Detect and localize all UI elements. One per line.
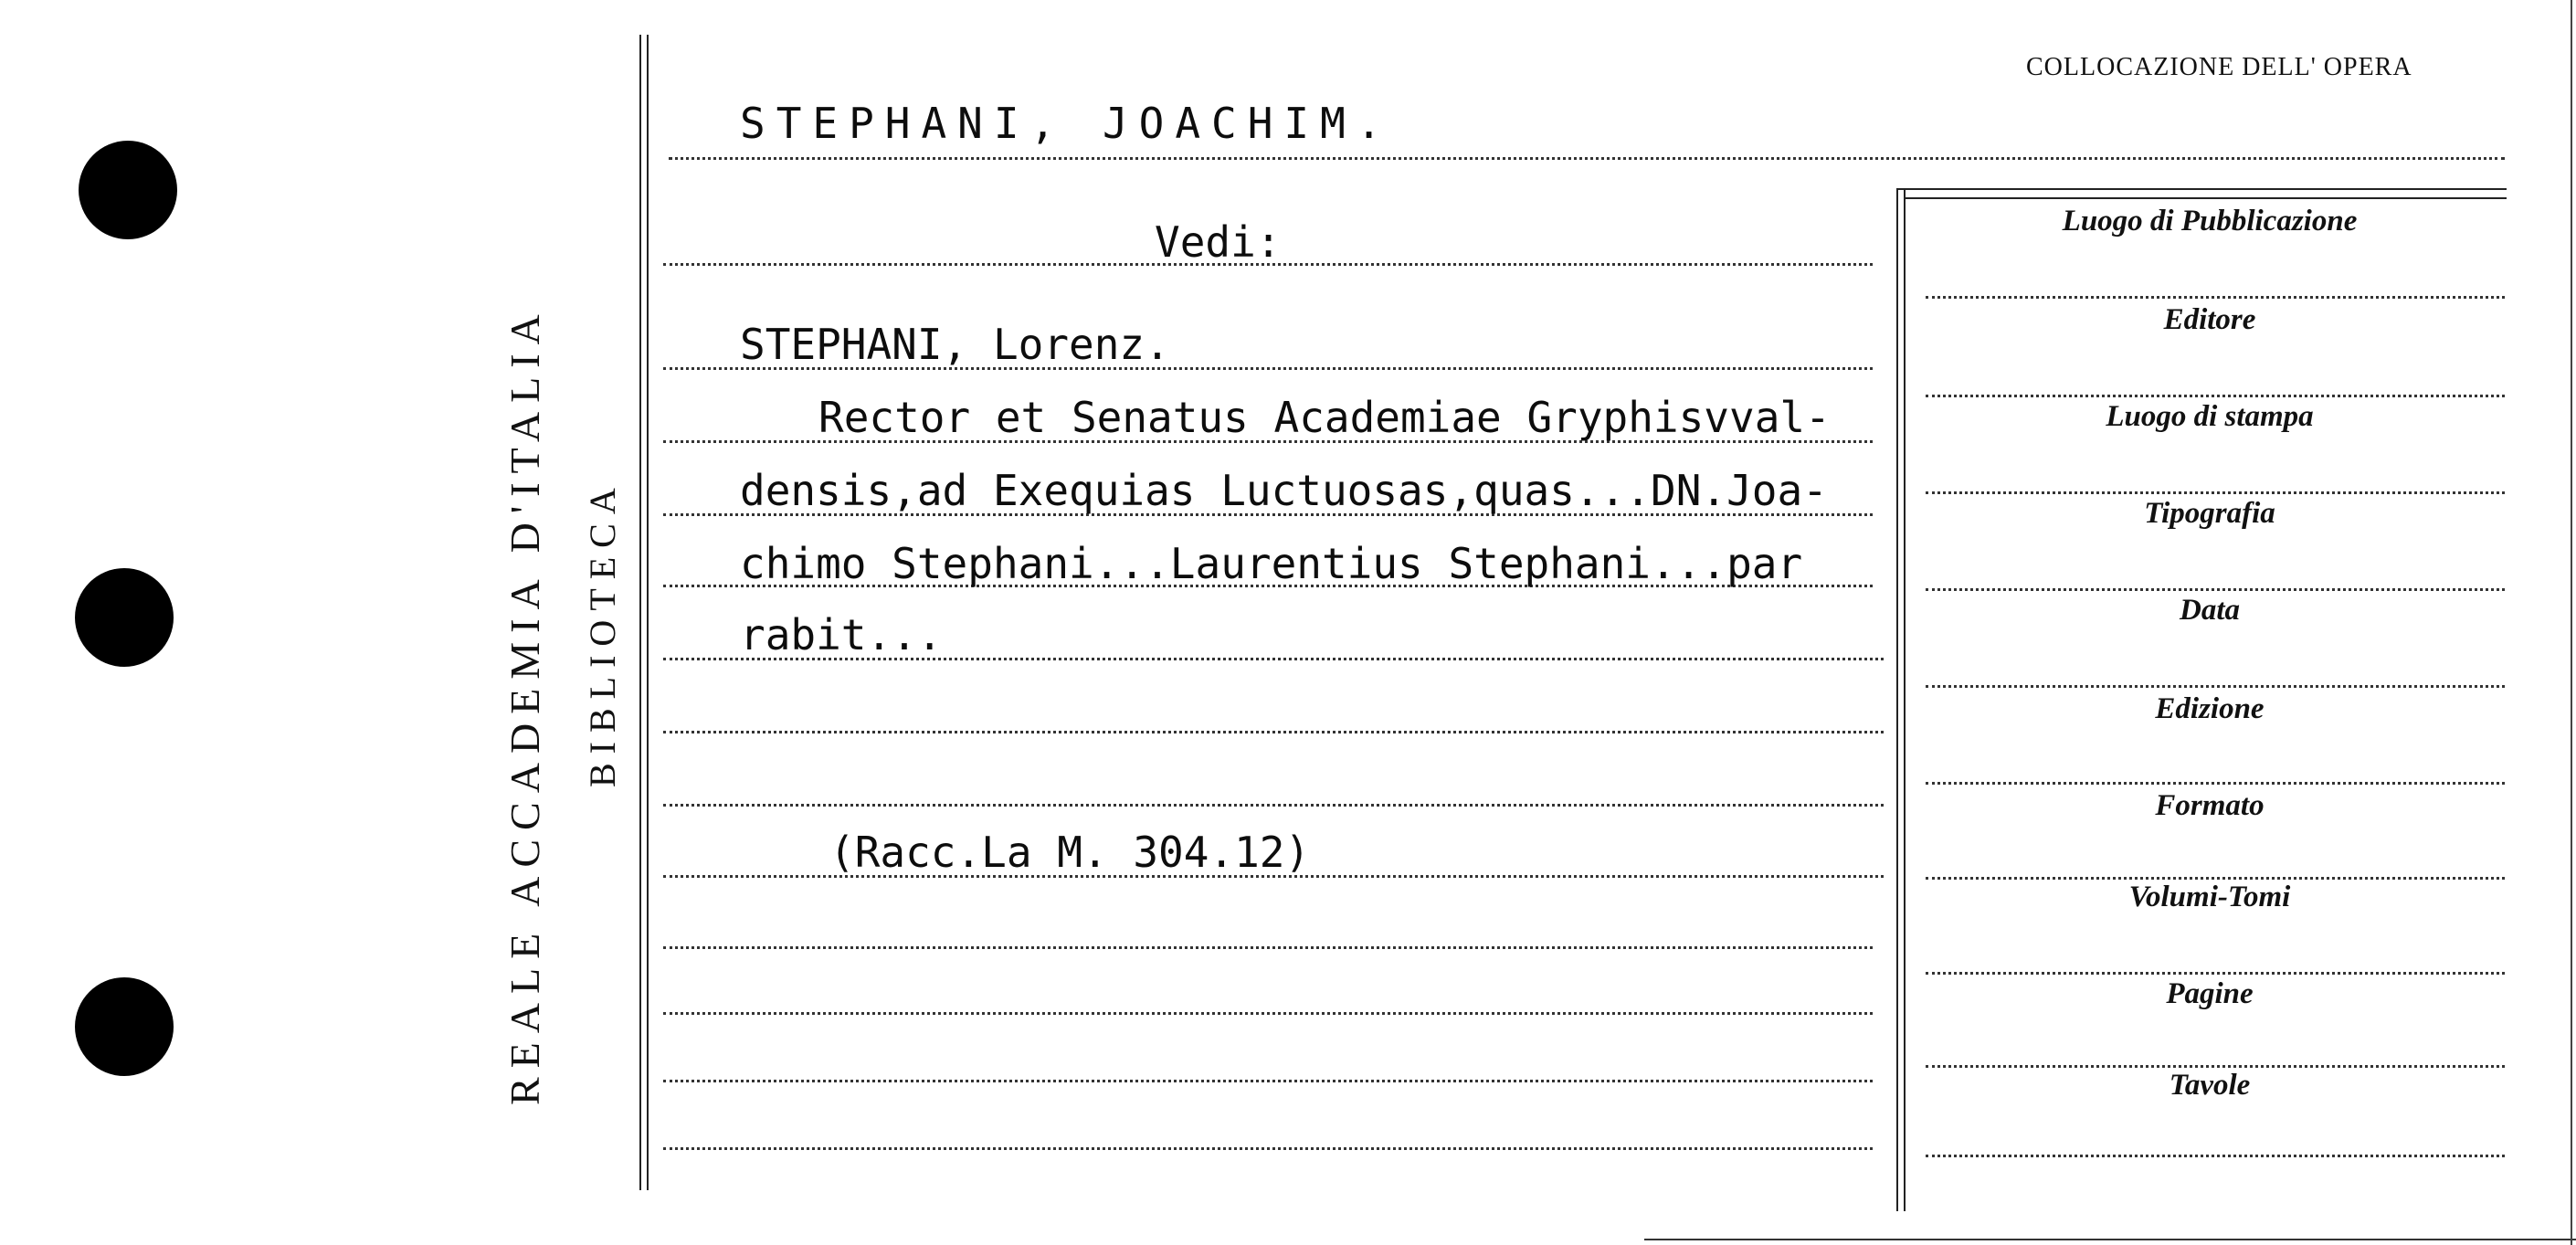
field-dotted-line — [1926, 782, 2505, 785]
card-bottom-edge — [1644, 1239, 2576, 1240]
entry-text-line: chimo Stephani...Laurentius Stephani...par — [740, 539, 1803, 588]
field-dotted-line — [1926, 685, 2505, 688]
field-label-formato: Formato — [2155, 789, 2265, 822]
dotted-line — [663, 1147, 1873, 1150]
column-divider-rule — [1896, 188, 1898, 1211]
field-label-tipografia: Tipografia — [2144, 497, 2275, 530]
field-label-pagine: Pagine — [2166, 977, 2254, 1010]
library-name: BIBLIOTECA — [582, 479, 623, 787]
entry-text-line: densis,ad Exequias Luctuosas,quas...DN.Joa- — [740, 466, 1828, 515]
entry-heading: STEPHANI, JOACHIM. — [740, 99, 1393, 148]
field-label-editore: Editore — [2163, 303, 2256, 336]
field-dotted-line — [1926, 877, 2505, 880]
left-border-rule — [639, 35, 641, 1190]
reference-author: STEPHANI, Lorenz. — [740, 320, 1170, 369]
field-dotted-line — [1926, 296, 2505, 299]
field-dotted-line — [1926, 1065, 2505, 1068]
institution-name: REALE ACCADEMIA D'ITALIA — [501, 305, 548, 1105]
entry-text-line: Rector et Senatus Academiae Gryphisvval- — [818, 393, 1831, 442]
dotted-line — [663, 1012, 1873, 1015]
field-label-tavole: Tavole — [2169, 1069, 2251, 1102]
field-label-luogo-pubblicazione: Luogo di Pubblicazione — [2062, 205, 2358, 237]
field-dotted-line — [1926, 491, 2505, 494]
field-dotted-line — [1926, 395, 2505, 397]
field-label-edizione: Edizione — [2155, 692, 2265, 725]
punch-hole-middle — [75, 568, 174, 667]
punch-hole-bottom — [75, 977, 174, 1076]
field-dotted-line — [1926, 972, 2505, 975]
entry-text-line: rabit... — [740, 610, 943, 659]
dotted-line — [669, 157, 2505, 160]
see-reference-label: Vedi: — [1155, 217, 1282, 267]
field-dotted-line — [1926, 588, 2505, 591]
left-border-rule-inner — [647, 35, 649, 1190]
shelfmark: (Racc.La M. 304.12) — [829, 828, 1311, 877]
field-label-data: Data — [2180, 594, 2240, 627]
card-right-edge — [2571, 0, 2572, 1245]
column-divider-rule-inner — [1904, 188, 1906, 1211]
dotted-line — [663, 946, 1873, 949]
field-dotted-line — [1926, 1155, 2505, 1157]
field-label-luogo-stampa: Luogo di stampa — [2106, 400, 2314, 433]
field-label-volumi-tomi: Volumi-Tomi — [2128, 881, 2291, 913]
punch-hole-top — [79, 141, 177, 239]
collocazione-header: COLLOCAZIONE DELL' OPERA — [2026, 53, 2412, 81]
dotted-line — [663, 804, 1884, 807]
dotted-line — [663, 1080, 1873, 1082]
column-top-rule-inner — [1904, 197, 2507, 199]
dotted-line — [663, 731, 1884, 733]
column-top-rule — [1896, 188, 2507, 190]
